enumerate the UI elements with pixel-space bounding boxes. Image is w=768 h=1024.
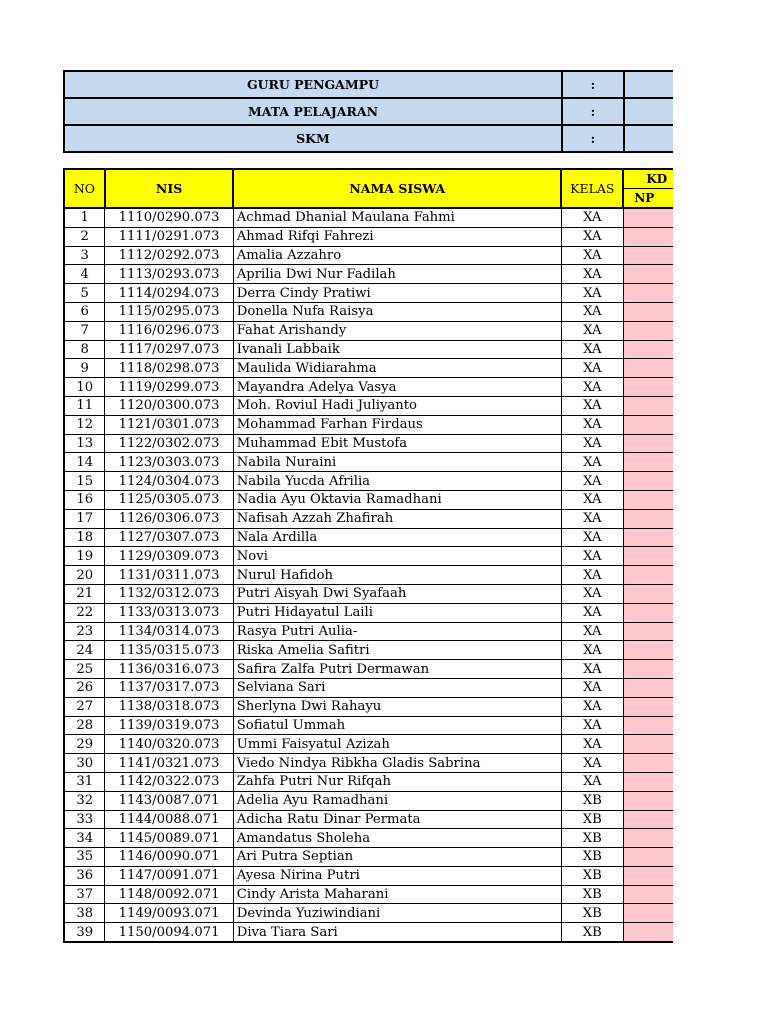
kelas-cell: XA [561,284,623,303]
table-row [64,603,673,622]
no-cell: 14 [64,453,105,472]
table-row [64,735,673,754]
nis-cell: 1142/0322.073 [105,772,233,791]
np-cell[interactable] [623,603,673,622]
kelas-cell: XA [561,246,623,265]
nis-cell: 1149/0093.071 [105,904,233,923]
table-row [64,697,673,716]
np-cell[interactable] [623,660,673,679]
table-row [64,472,673,491]
nis-cell: 1110/0290.073 [105,208,233,227]
nama-cell: Donella Nufa Raisya [233,302,561,321]
np-cell[interactable] [623,528,673,547]
table-row [64,208,673,227]
info-separator: : [562,125,624,152]
kelas-cell: XA [561,340,623,359]
nama-cell: Sherlyna Dwi Rahayu [233,697,561,716]
kelas-cell: XA [561,434,623,453]
nama-cell: Nurul Hafidoh [233,566,561,585]
no-cell: 8 [64,340,105,359]
kelas-cell: XB [561,791,623,810]
np-cell[interactable] [623,415,673,434]
nama-cell: Nabila Nuraini [233,453,561,472]
kelas-cell: XA [561,396,623,415]
table-row [64,490,673,509]
nama-cell: Putri Aisyah Dwi Syafaah [233,584,561,603]
np-cell[interactable] [623,697,673,716]
no-cell: 12 [64,415,105,434]
header-nis: NIS [105,169,233,208]
kelas-cell: XB [561,848,623,867]
nis-cell: 1132/0312.073 [105,584,233,603]
header-kelas: KELAS [561,169,623,208]
no-cell: 7 [64,321,105,340]
nama-cell: Ivanali Labbaik [233,340,561,359]
info-separator: : [562,71,624,98]
kelas-cell: XA [561,716,623,735]
nama-cell: Ummi Faisyatul Azizah [233,735,561,754]
nama-cell: Ari Putra Septian [233,848,561,867]
no-cell: 19 [64,547,105,566]
kelas-cell: XA [561,660,623,679]
nis-cell: 1147/0091.071 [105,866,233,885]
nis-cell: 1141/0321.073 [105,754,233,773]
nama-cell: Mohammad Farhan Firdaus [233,415,561,434]
kelas-cell: XA [561,472,623,491]
table-row [64,848,673,867]
table-row [64,641,673,660]
nis-cell: 1144/0088.071 [105,810,233,829]
header-np: NP [623,189,673,209]
nis-cell: 1126/0306.073 [105,509,233,528]
table-row [64,547,673,566]
nama-cell: Fahat Arishandy [233,321,561,340]
nama-cell: Diva Tiara Sari [233,923,561,942]
np-cell[interactable] [623,810,673,829]
table-row [64,265,673,284]
nis-cell: 1146/0090.071 [105,848,233,867]
nama-cell: Maulida Widiarahma [233,359,561,378]
no-cell: 11 [64,396,105,415]
np-cell[interactable] [623,885,673,904]
nama-cell: Rasya Putri Aulia- [233,622,561,641]
kelas-cell: XA [561,584,623,603]
nis-cell: 1114/0294.073 [105,284,233,303]
np-cell[interactable] [623,791,673,810]
table-row [64,716,673,735]
kelas-cell: XA [561,490,623,509]
table-row [64,829,673,848]
np-cell[interactable] [623,302,673,321]
kelas-cell: XB [561,885,623,904]
table-row [64,622,673,641]
no-cell: 16 [64,490,105,509]
nis-cell: 1129/0309.073 [105,547,233,566]
np-cell[interactable] [623,490,673,509]
np-cell[interactable] [623,754,673,773]
nis-cell: 1150/0094.071 [105,923,233,942]
kelas-cell: XA [561,378,623,397]
info-table [63,70,673,153]
nama-cell: Ahmad Rifqi Fahrezi [233,227,561,246]
nis-cell: 1120/0300.073 [105,396,233,415]
no-cell: 5 [64,284,105,303]
no-cell: 34 [64,829,105,848]
no-cell: 29 [64,735,105,754]
nama-cell: Sofiatul Ummah [233,716,561,735]
nama-cell: Nabila Yucda Afrilia [233,472,561,491]
table-row [64,866,673,885]
no-cell: 21 [64,584,105,603]
np-cell[interactable] [623,829,673,848]
no-cell: 4 [64,265,105,284]
nis-cell: 1112/0292.073 [105,246,233,265]
nis-cell: 1119/0299.073 [105,378,233,397]
np-cell[interactable] [623,509,673,528]
no-cell: 32 [64,791,105,810]
nis-cell: 1139/0319.073 [105,716,233,735]
nama-cell: Selviana Sari [233,678,561,697]
nis-cell: 1131/0311.073 [105,566,233,585]
np-cell[interactable] [623,848,673,867]
no-cell: 9 [64,359,105,378]
nis-cell: 1135/0315.073 [105,641,233,660]
table-row [64,660,673,679]
nama-cell: Nala Ardilla [233,528,561,547]
np-cell[interactable] [623,472,673,491]
table-row [64,378,673,397]
table-row [64,810,673,829]
nama-cell: Safira Zalfa Putri Dermawan [233,660,561,679]
nis-cell: 1127/0307.073 [105,528,233,547]
nama-cell: Viedo Nindya Ribkha Gladis Sabrina [233,754,561,773]
table-row [64,284,673,303]
info-value[interactable] [624,71,673,98]
nis-cell: 1133/0313.073 [105,603,233,622]
nama-cell: Achmad Dhanial Maulana Fahmi [233,208,561,227]
nama-cell: Nafisah Azzah Zhafirah [233,509,561,528]
np-cell[interactable] [623,265,673,284]
nis-cell: 1117/0297.073 [105,340,233,359]
no-cell: 23 [64,622,105,641]
table-row [64,246,673,265]
np-cell[interactable] [623,396,673,415]
no-cell: 31 [64,772,105,791]
table-row [64,772,673,791]
kelas-cell: XA [561,772,623,791]
no-cell: 20 [64,566,105,585]
kelas-cell: XA [561,227,623,246]
table-row [64,528,673,547]
np-cell[interactable] [623,866,673,885]
table-row [64,434,673,453]
no-cell: 30 [64,754,105,773]
info-row [64,71,673,98]
np-cell[interactable] [623,246,673,265]
kelas-cell: XA [561,754,623,773]
table-row [64,904,673,923]
nis-cell: 1125/0305.073 [105,490,233,509]
table-row [64,359,673,378]
kelas-cell: XA [561,208,623,227]
table-row [64,396,673,415]
table-row [64,791,673,810]
header-nama-siswa: NAMA SISWA [233,169,561,208]
table-row [64,321,673,340]
nis-cell: 1136/0316.073 [105,660,233,679]
np-cell[interactable] [623,359,673,378]
no-cell: 26 [64,678,105,697]
nama-cell: Nadia Ayu Oktavia Ramadhani [233,490,561,509]
nis-cell: 1124/0304.073 [105,472,233,491]
table-row [64,923,673,942]
table-row [64,340,673,359]
nis-cell: 1115/0295.073 [105,302,233,321]
no-cell: 6 [64,302,105,321]
kelas-cell: XA [561,697,623,716]
nama-cell: Adicha Ratu Dinar Permata [233,810,561,829]
kelas-cell: XA [561,509,623,528]
no-cell: 33 [64,810,105,829]
student-table [63,168,673,943]
info-row [64,125,673,152]
np-cell[interactable] [623,716,673,735]
no-cell: 37 [64,885,105,904]
nis-cell: 1118/0298.073 [105,359,233,378]
nama-cell: Muhammad Ebit Mustofa [233,434,561,453]
kelas-cell: XA [561,453,623,472]
nis-cell: 1121/0301.073 [105,415,233,434]
kelas-cell: XA [561,359,623,378]
no-cell: 36 [64,866,105,885]
kelas-cell: XB [561,923,623,942]
np-cell[interactable] [623,434,673,453]
nis-cell: 1116/0296.073 [105,321,233,340]
kelas-cell: XA [561,603,623,622]
nama-cell: Zahfa Putri Nur Rifqah [233,772,561,791]
nama-cell: Amandatus Sholeha [233,829,561,848]
nis-cell: 1134/0314.073 [105,622,233,641]
table-row [64,566,673,585]
kelas-cell: XA [561,622,623,641]
kelas-cell: XA [561,415,623,434]
kelas-cell: XA [561,735,623,754]
no-cell: 25 [64,660,105,679]
kelas-cell: XB [561,866,623,885]
info-separator: : [562,98,624,125]
no-cell: 22 [64,603,105,622]
nis-cell: 1143/0087.071 [105,791,233,810]
no-cell: 38 [64,904,105,923]
nama-cell: Moh. Roviul Hadi Juliyanto [233,396,561,415]
np-cell[interactable] [623,208,673,227]
nis-cell: 1145/0089.071 [105,829,233,848]
nis-cell: 1122/0302.073 [105,434,233,453]
nama-cell: Mayandra Adelya Vasya [233,378,561,397]
np-cell[interactable] [623,584,673,603]
np-cell[interactable] [623,735,673,754]
nama-cell: Riska Amelia Safitri [233,641,561,660]
info-row [64,98,673,125]
kelas-cell: XA [561,302,623,321]
nama-cell: Amalia Azzahro [233,246,561,265]
nama-cell: Adelia Ayu Ramadhani [233,791,561,810]
np-cell[interactable] [623,641,673,660]
np-cell[interactable] [623,453,673,472]
no-cell: 2 [64,227,105,246]
kelas-cell: XA [561,566,623,585]
info-value[interactable] [624,125,673,152]
no-cell: 28 [64,716,105,735]
kelas-cell: XB [561,829,623,848]
header-kd: KD [623,169,673,189]
np-cell[interactable] [623,622,673,641]
table-row [64,302,673,321]
nama-cell: Aprilia Dwi Nur Fadilah [233,265,561,284]
nis-cell: 1138/0318.073 [105,697,233,716]
no-cell: 39 [64,923,105,942]
kelas-cell: XA [561,641,623,660]
no-cell: 24 [64,641,105,660]
no-cell: 27 [64,697,105,716]
header-no: NO [64,169,105,208]
info-label: MATA PELAJARAN [64,98,562,125]
kelas-cell: XA [561,321,623,340]
kelas-cell: XB [561,810,623,829]
table-row [64,453,673,472]
nama-cell: Derra Cindy Pratiwi [233,284,561,303]
no-cell: 3 [64,246,105,265]
nis-cell: 1137/0317.073 [105,678,233,697]
np-cell[interactable] [623,547,673,566]
np-cell[interactable] [623,284,673,303]
np-cell[interactable] [623,904,673,923]
no-cell: 35 [64,848,105,867]
nama-cell: Devinda Yuziwindiani [233,904,561,923]
np-cell[interactable] [623,378,673,397]
kelas-cell: XA [561,265,623,284]
table-row [64,584,673,603]
no-cell: 17 [64,509,105,528]
np-cell[interactable] [623,566,673,585]
np-cell[interactable] [623,772,673,791]
nama-cell: Ayesa Nirina Putri [233,866,561,885]
table-row [64,227,673,246]
no-cell: 13 [64,434,105,453]
np-cell[interactable] [623,678,673,697]
nis-cell: 1113/0293.073 [105,265,233,284]
nis-cell: 1123/0303.073 [105,453,233,472]
np-cell[interactable] [623,340,673,359]
info-value[interactable] [624,98,673,125]
no-cell: 18 [64,528,105,547]
table-row [64,678,673,697]
nis-cell: 1140/0320.073 [105,735,233,754]
nis-cell: 1111/0291.073 [105,227,233,246]
info-label: GURU PENGAMPU [64,71,562,98]
kelas-cell: XA [561,528,623,547]
table-row [64,754,673,773]
nama-cell: Novi [233,547,561,566]
table-row [64,415,673,434]
kelas-cell: XB [561,904,623,923]
np-cell[interactable] [623,923,673,942]
nis-cell: 1148/0092.071 [105,885,233,904]
no-cell: 15 [64,472,105,491]
no-cell: 1 [64,208,105,227]
np-cell[interactable] [623,227,673,246]
no-cell: 10 [64,378,105,397]
nama-cell: Cindy Arista Maharani [233,885,561,904]
np-cell[interactable] [623,321,673,340]
kelas-cell: XA [561,678,623,697]
table-row [64,509,673,528]
info-label: SKM [64,125,562,152]
nama-cell: Putri Hidayatul Laili [233,603,561,622]
table-row [64,885,673,904]
kelas-cell: XA [561,547,623,566]
